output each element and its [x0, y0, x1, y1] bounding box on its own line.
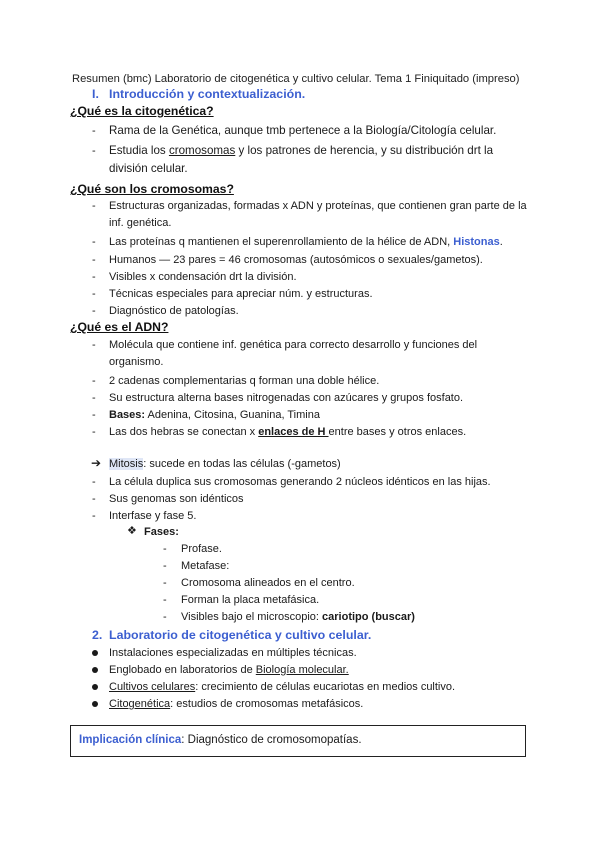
dash-bullet: -: [163, 594, 167, 606]
document-header: Resumen (bmc) Laboratorio de citogenética y cultivo celular. Tema 1 Finiquitado (impreso): [72, 73, 520, 85]
phase-item: Cromosoma alineados en el centro.: [181, 577, 355, 589]
list-item: Diagnóstico de patologías.: [109, 305, 239, 317]
dash-bullet: -: [92, 271, 96, 283]
list-item: 2 cadenas complementarias q forman una doble hélice.: [109, 375, 380, 387]
list-item: Interfase y fase 5.: [109, 510, 197, 522]
round-bullet: [92, 701, 98, 707]
heading-cromosomas: ¿Qué son los cromosomas?: [70, 182, 234, 196]
phase-item: Forman la placa metafásica.: [181, 594, 320, 606]
list-item: Englobado en laboratorios de Biología molecular.: [109, 664, 349, 676]
dash-bullet: -: [92, 392, 96, 404]
list-item: Su estructura alterna bases nitrogenadas con azúcares y grupos fosfato.: [109, 392, 464, 404]
list-item: Molécula que contiene inf. genética para correcto desarrollo y funciones del: [109, 339, 478, 351]
dash-bullet: -: [92, 493, 96, 505]
dash-bullet: -: [92, 254, 96, 266]
dash-bullet: -: [92, 426, 96, 438]
dash-bullet: -: [92, 339, 96, 351]
dash-bullet: -: [92, 288, 96, 300]
dash-bullet: -: [92, 236, 96, 248]
round-bullet: [92, 667, 98, 673]
heading-adn: ¿Qué es el ADN?: [70, 320, 169, 334]
dash-bullet: -: [92, 305, 96, 317]
phase-item: Metafase:: [181, 560, 230, 572]
list-item: La célula duplica sus cromosomas generando 2 núcleos idénticos en las hijas.: [109, 476, 491, 488]
list-item: Sus genomas son idénticos: [109, 493, 244, 505]
list-item: Instalaciones especializadas en múltiples técnicas.: [109, 647, 357, 659]
section-1-number: I.: [92, 87, 99, 101]
callout-box: [70, 725, 526, 757]
list-item: Bases: Adenina, Citosina, Guanina, Timina: [109, 409, 320, 421]
list-item-continuation: organismo.: [109, 356, 164, 368]
phase-item: Profase.: [181, 543, 222, 555]
round-bullet: [92, 650, 98, 656]
section-2-number: 2.: [92, 628, 103, 642]
list-item: Técnicas especiales para apreciar núm. y estructuras.: [109, 288, 373, 300]
section-2-title: Laboratorio de citogenética y cultivo celular.: [109, 628, 372, 642]
list-item: Las proteínas q mantienen el superenrollamiento de la hélice de ADN, Histonas.: [109, 236, 503, 248]
dash-bullet: -: [92, 510, 96, 522]
phase-item: Visibles bajo el microscopio: cariotipo (buscar): [181, 611, 415, 623]
list-item: Cultivos celulares: crecimiento de células eucariotas en medios cultivo.: [109, 681, 456, 693]
dash-bullet: -: [92, 476, 96, 488]
list-item: Citogenética: estudios de cromosomas metafásicos.: [109, 698, 364, 710]
diamond-bullet-icon: ❖: [127, 525, 137, 537]
list-item: Visibles x condensación drt la división.: [109, 271, 297, 283]
dash-bullet: -: [163, 560, 167, 572]
list-item: Las dos hebras se conectan x enlaces de H entre bases y otros enlaces.: [109, 426, 467, 438]
section-1-title: Introducción y contextualización.: [109, 87, 306, 101]
mitosis-line: Mitosis: sucede en todas las células (-gametos): [109, 458, 341, 470]
arrow-bullet-icon: ➔: [91, 456, 102, 470]
callout-text: Implicación clínica: Diagnóstico de cromosomopatías.: [79, 734, 362, 746]
list-item: Estudia los cromosomas y los patrones de herencia, y su distribución drt la: [109, 144, 494, 157]
list-item: Estructuras organizadas, formadas x ADN y proteínas, que contienen gran parte de la: [109, 200, 527, 212]
phases-label: Fases:: [144, 526, 179, 538]
dash-bullet: -: [163, 543, 167, 555]
list-item: Rama de la Genética, aunque tmb pertenece a la Biología/Citología celular.: [109, 124, 497, 137]
heading-citogenetica: ¿Qué es la citogenética?: [70, 104, 214, 118]
dash-bullet: -: [163, 611, 167, 623]
list-item-continuation: división celular.: [109, 162, 188, 175]
list-item: Humanos — 23 pares = 46 cromosomas (autosómicos o sexuales/gametos).: [109, 254, 483, 266]
dash-bullet: -: [92, 375, 96, 387]
dash-bullet: -: [163, 577, 167, 589]
dash-bullet: -: [92, 409, 96, 421]
dash-bullet: -: [92, 125, 96, 137]
round-bullet: [92, 684, 98, 690]
dash-bullet: -: [92, 145, 96, 157]
list-item-continuation: inf. genética.: [109, 217, 172, 229]
dash-bullet: -: [92, 200, 96, 212]
